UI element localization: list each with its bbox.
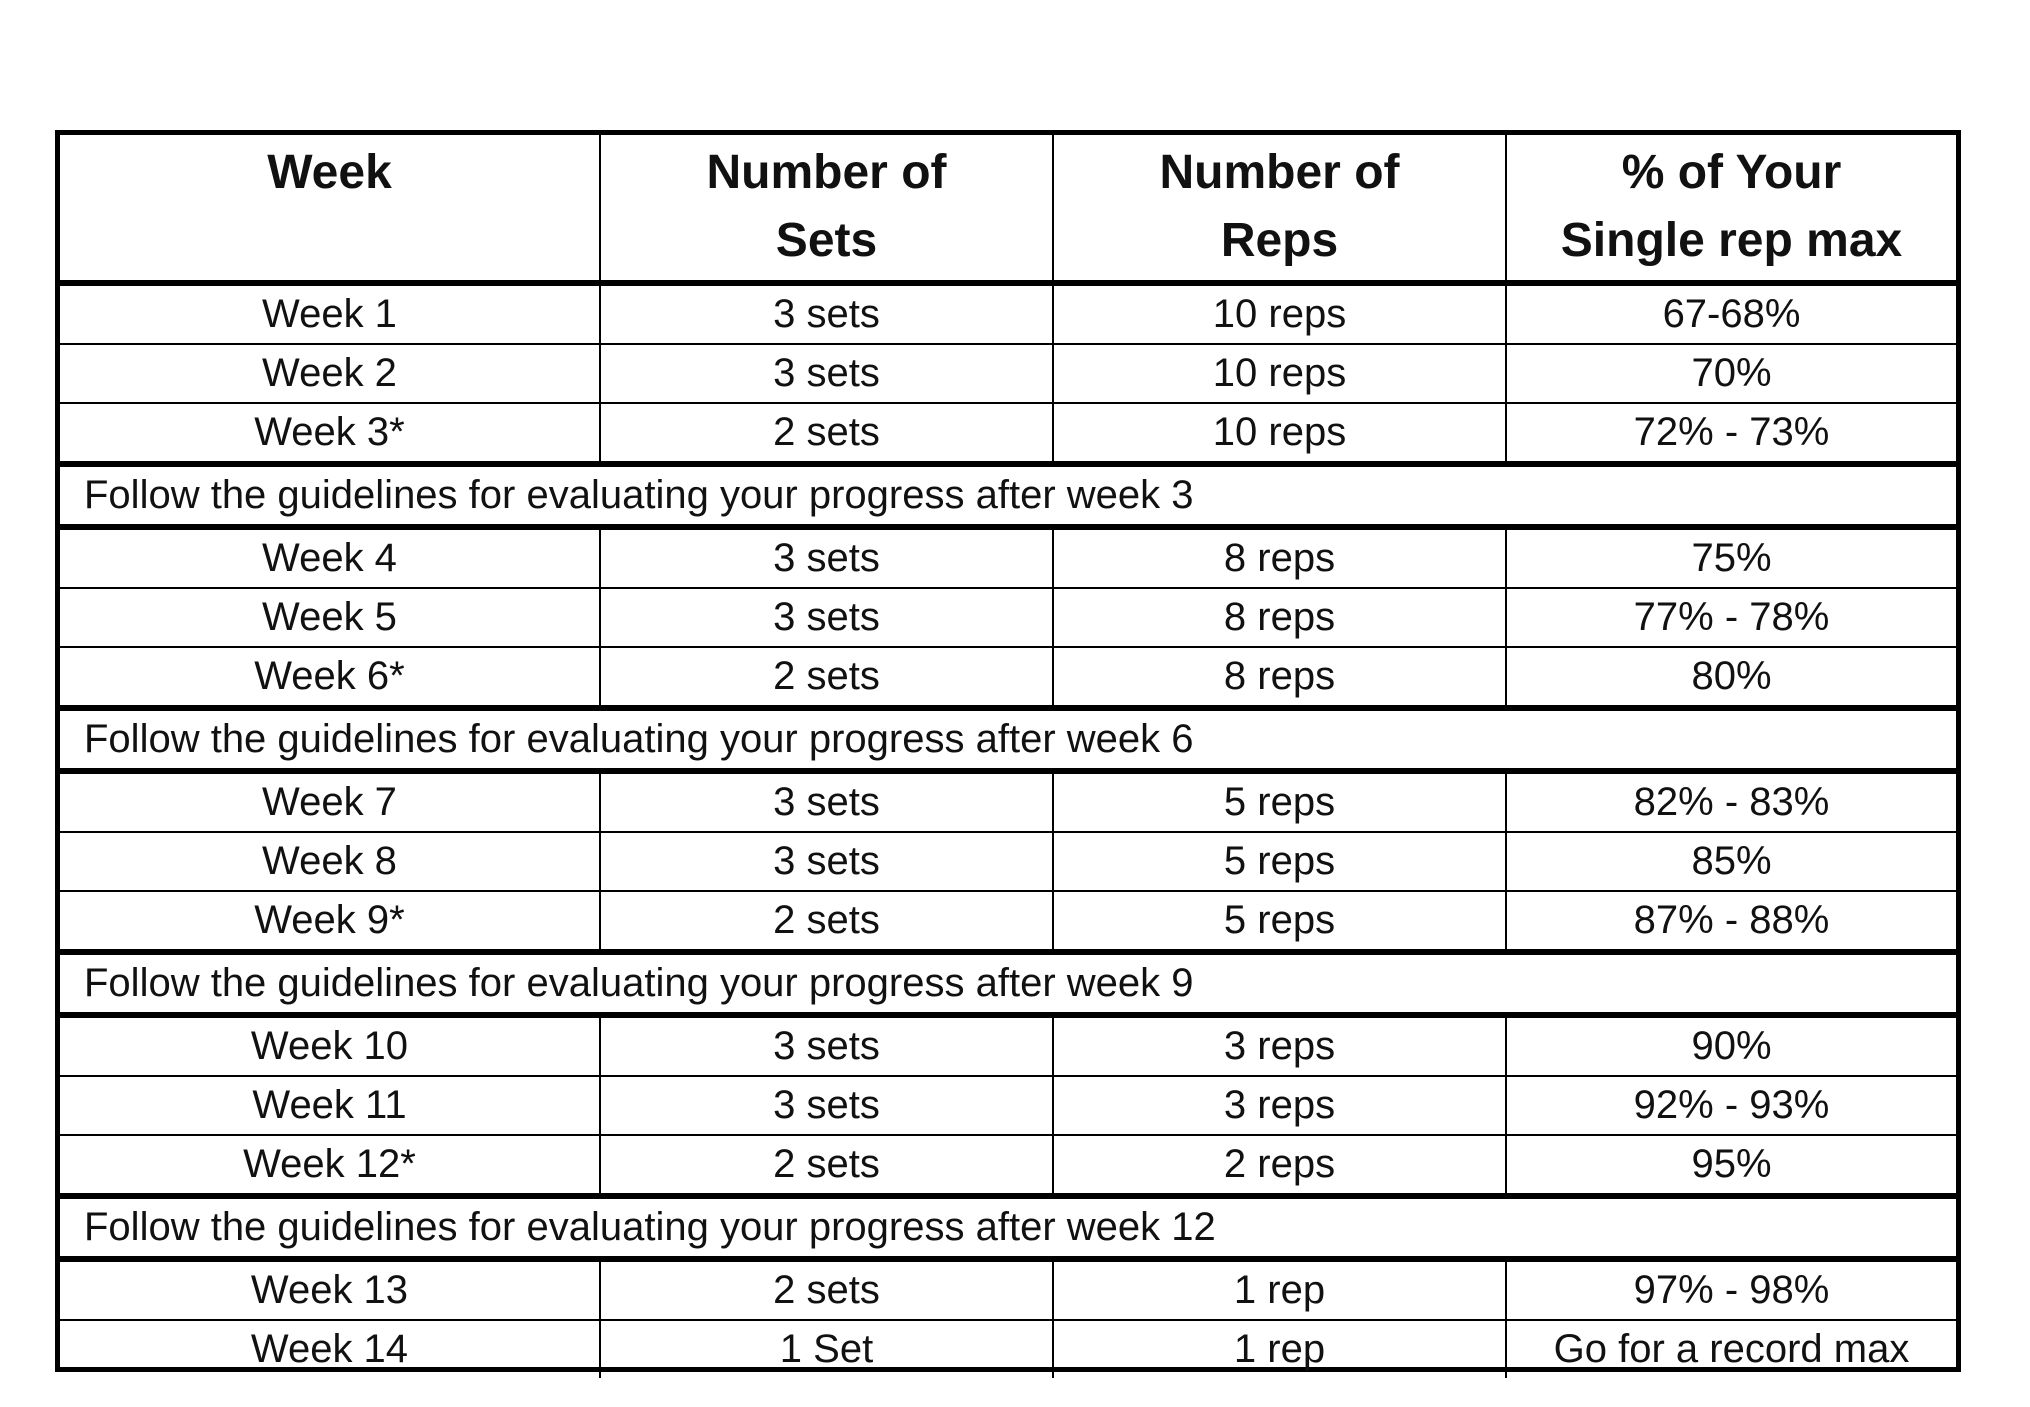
table-row [60, 1320, 1956, 1378]
header-percent-line2: Single rep max [1560, 214, 1903, 267]
cell-reps: 2 reps [1053, 1135, 1506, 1196]
cell-reps: 5 reps [1053, 891, 1506, 952]
cell-sets: 1 Set [600, 1320, 1053, 1378]
cell-sets: 3 sets [600, 771, 1053, 832]
cell-week: Week 1 [60, 283, 600, 344]
cell-sets: 2 sets [600, 891, 1053, 952]
table-row [60, 647, 1956, 708]
table-row [60, 891, 1956, 952]
cell-sets: 2 sets [600, 403, 1053, 464]
cell-sets: 3 sets [600, 283, 1053, 344]
cell-percent: 92% - 93% [1506, 1076, 1956, 1135]
cell-week: Week 10 [60, 1015, 600, 1076]
cell-sets: 2 sets [600, 1135, 1053, 1196]
cell-reps: 10 reps [1053, 283, 1506, 344]
guideline-note-row [60, 464, 1956, 527]
guideline-note: Follow the guidelines for evaluating your progress after week 12 [60, 1196, 1956, 1259]
cell-reps: 5 reps [1053, 771, 1506, 832]
cell-reps: 3 reps [1053, 1076, 1506, 1135]
table-row [60, 527, 1956, 588]
cell-sets: 3 sets [600, 344, 1053, 403]
cell-sets: 3 sets [600, 1076, 1053, 1135]
table-body [60, 283, 1956, 1378]
cell-week: Week 14 [60, 1320, 600, 1378]
cell-percent: 82% - 83% [1506, 771, 1956, 832]
table-row [60, 1015, 1956, 1076]
cell-reps: 8 reps [1053, 527, 1506, 588]
header-percent [1506, 135, 1956, 283]
cell-percent: Go for a record max [1506, 1320, 1956, 1378]
cell-percent: 77% - 78% [1506, 588, 1956, 647]
cell-sets: 2 sets [600, 647, 1053, 708]
plan-grid [60, 135, 1956, 1378]
cell-percent: 97% - 98% [1506, 1259, 1956, 1320]
header-sets-line1: Number of [706, 146, 947, 199]
cell-percent: 80% [1506, 647, 1956, 708]
cell-reps: 5 reps [1053, 832, 1506, 891]
guideline-note: Follow the guidelines for evaluating your progress after week 9 [60, 952, 1956, 1015]
header-reps [1053, 135, 1506, 283]
cell-reps: 10 reps [1053, 403, 1506, 464]
table-row [60, 771, 1956, 832]
cell-percent: 67-68% [1506, 283, 1956, 344]
guideline-note-row [60, 708, 1956, 771]
header-sets-line2: Sets [775, 214, 878, 267]
cell-week: Week 5 [60, 588, 600, 647]
cell-week: Week 2 [60, 344, 600, 403]
table-row [60, 1135, 1956, 1196]
header-percent-line1: % of Your [1621, 146, 1842, 199]
table-row [60, 1076, 1956, 1135]
cell-percent: 85% [1506, 832, 1956, 891]
table-header [60, 135, 1956, 283]
cell-reps: 8 reps [1053, 588, 1506, 647]
cell-sets: 3 sets [600, 527, 1053, 588]
cell-reps: 8 reps [1053, 647, 1506, 708]
cell-week: Week 9* [60, 891, 600, 952]
cell-sets: 2 sets [600, 1259, 1053, 1320]
header-sets [600, 135, 1053, 283]
table-row [60, 283, 1956, 344]
cell-week: Week 12* [60, 1135, 600, 1196]
cell-week: Week 6* [60, 647, 600, 708]
training-plan-table [55, 130, 1961, 1372]
cell-sets: 3 sets [600, 832, 1053, 891]
cell-week: Week 3* [60, 403, 600, 464]
header-row [60, 135, 1956, 283]
header-week [60, 135, 600, 283]
cell-sets: 3 sets [600, 1015, 1053, 1076]
guideline-note: Follow the guidelines for evaluating your progress after week 6 [60, 708, 1956, 771]
table-row [60, 344, 1956, 403]
cell-week: Week 8 [60, 832, 600, 891]
cell-week: Week 4 [60, 527, 600, 588]
cell-percent: 70% [1506, 344, 1956, 403]
cell-percent: 90% [1506, 1015, 1956, 1076]
table-row [60, 588, 1956, 647]
guideline-note: Follow the guidelines for evaluating your progress after week 3 [60, 464, 1956, 527]
cell-percent: 95% [1506, 1135, 1956, 1196]
cell-week: Week 13 [60, 1259, 600, 1320]
cell-reps: 1 rep [1053, 1259, 1506, 1320]
header-reps-line2: Reps [1220, 214, 1339, 267]
cell-percent: 72% - 73% [1506, 403, 1956, 464]
cell-reps: 1 rep [1053, 1320, 1506, 1378]
cell-sets: 3 sets [600, 588, 1053, 647]
guideline-note-row [60, 952, 1956, 1015]
cell-reps: 10 reps [1053, 344, 1506, 403]
cell-week: Week 7 [60, 771, 600, 832]
guideline-note-row [60, 1196, 1956, 1259]
cell-percent: 75% [1506, 527, 1956, 588]
cell-week: Week 11 [60, 1076, 600, 1135]
cell-percent: 87% - 88% [1506, 891, 1956, 952]
header-reps-line1: Number of [1159, 146, 1400, 199]
table-row [60, 1259, 1956, 1320]
table-row [60, 832, 1956, 891]
table-row [60, 403, 1956, 464]
cell-reps: 3 reps [1053, 1015, 1506, 1076]
header-week-label: Week [267, 146, 392, 199]
